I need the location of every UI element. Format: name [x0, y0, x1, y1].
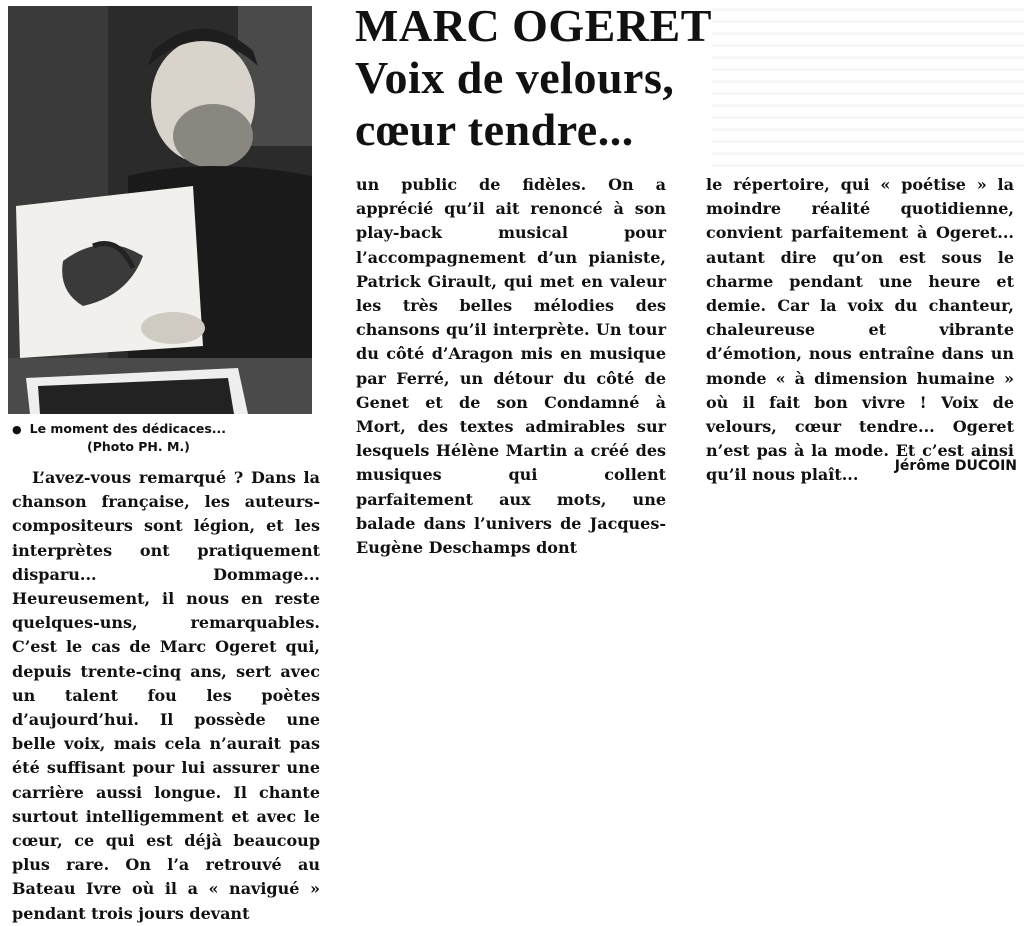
photo	[8, 6, 312, 414]
headline-line-2: Voix de velours,	[355, 52, 675, 103]
article-column-3: le répertoire, qui « poétise » la moindre réalité quotidienne, convient parfaitement à Ogeret... autant dire qu’on est sous le charme pendant une heure et demie. Car la voix du chanteur, chaleureuse et vibrante d’émotion, nous entraîne dans un monde « à dimension humaine » où il fait bon vivre ! Voix de velours, cœur tendre... Ogeret n’est pas à la mode. Et c’est ainsi qu’il nous plaît...	[706, 175, 1014, 485]
headline-line-3: cœur tendre...	[355, 104, 634, 155]
photo-credit: (Photo PH. M.)	[87, 439, 190, 454]
author-signature: Jérôme DUCOIN	[894, 458, 1017, 474]
headline	[355, 0, 775, 156]
caption-text: Le moment des dédicaces...	[29, 421, 227, 436]
bullet-icon: ●	[12, 423, 22, 436]
headline-line-1: MARC OGERET	[355, 0, 712, 51]
article-column-2: un public de fidèles. On a apprécié qu’il ait renoncé à son play-back musical pour l’accompagnement d’un pianiste, Patrick Girault, qui met en valeur les très belles mélodies des chansons qu’il interprète. Un tour du côté d’Aragon mis en musique par Ferré, un détour du côté de Genet et de son Condamné à Mort, des textes admirables sur lesquels Hélène Martin a créé des musiques qui collent parfaitement aux mots, une balade dans l’univers de Jacques-Eugène Deschamps dont	[356, 175, 666, 558]
article-column-1: L’avez-vous remarqué ? Dans la chanson française, les auteurs-compositeurs sont légion, et les interprètes ont pratiquement disparu... Dommage... Heureusement, il nous en reste quelques-uns, remarquables. C’est le cas de Marc Ogeret qui, depuis trente-cinq ans, sert avec un talent fou les poètes d’aujourd’hui. Il possède une belle voix, mais cela n’aurait pas été suffisant pour lui assurer une carrière aussi longue. Il chante surtout intelligemment et avec le cœur, ce qui est déjà beaucoup plus rare. On l’a retrouvé au Bateau Ivre où il a « navigué » pendant trois jours devant	[12, 468, 320, 923]
photo-caption	[12, 420, 312, 455]
